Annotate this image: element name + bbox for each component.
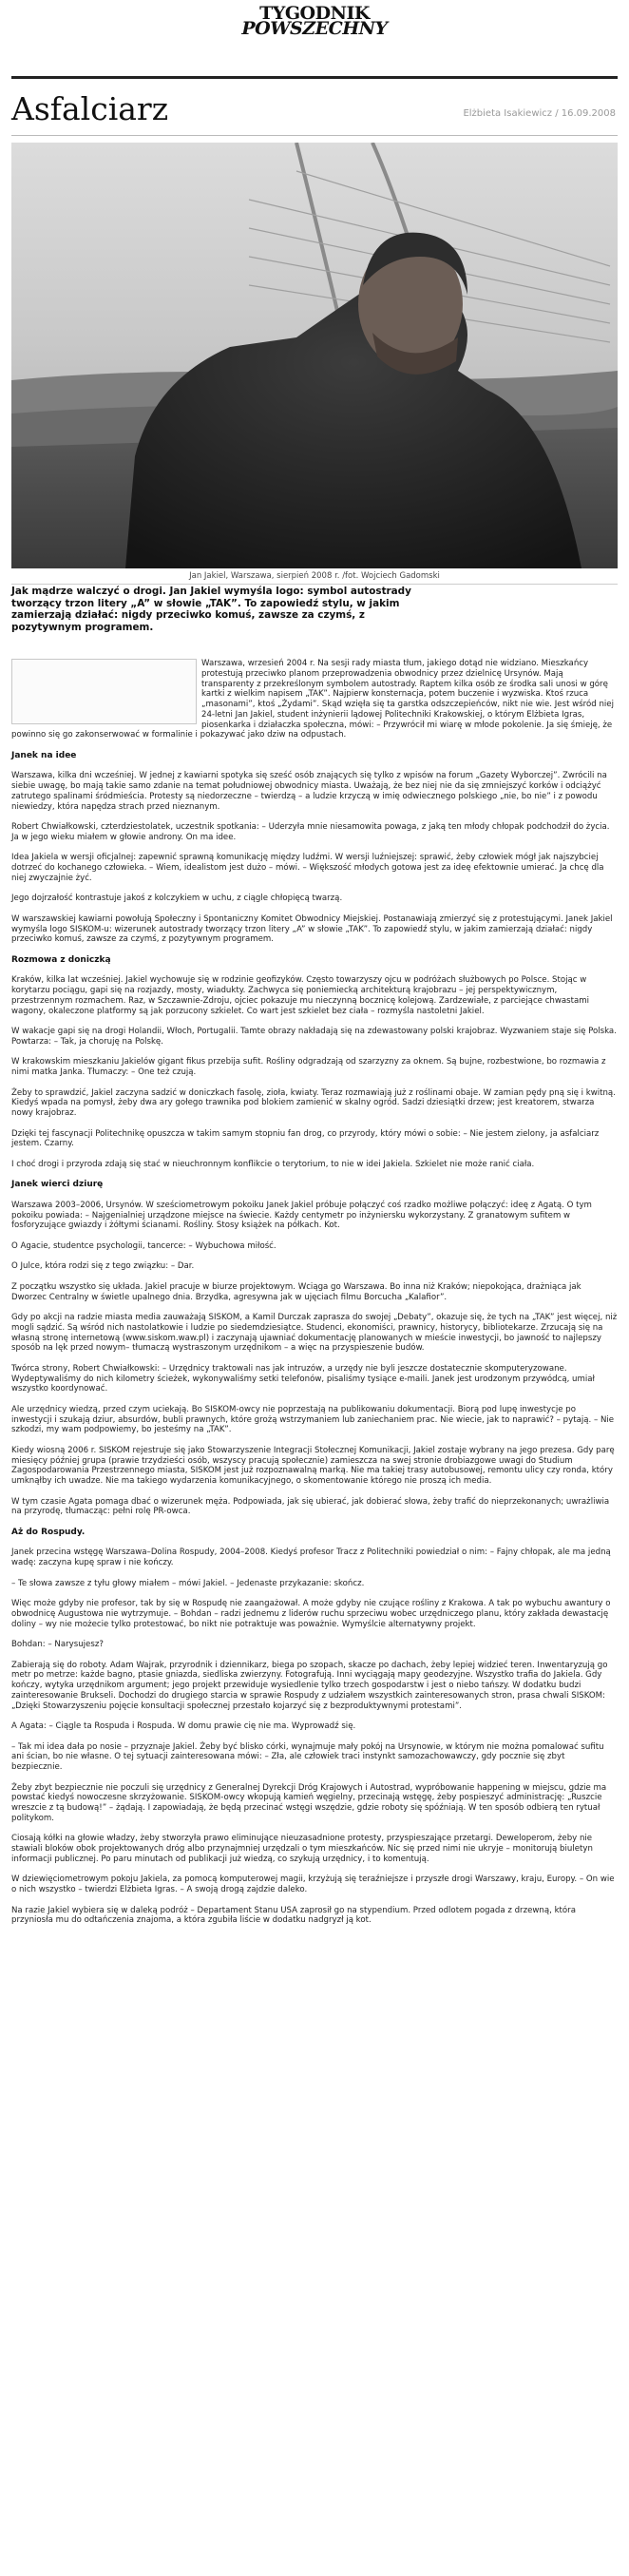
article-paragraph: Zabierają się do roboty. Adam Wajrak, przyrodnik i dziennikarz, biega po szopach, skacze po dachach, żeby lepiej widzieć teren. Inwentaryzują go metr po metrze: każde bagno, ptasie gniazda, siedliska zwierzyny. Fotografują. Inni wyciągają mapy geodezyjne. Wszystko trafia do Jakiela. Gdy kończy, wytyka urzędnikom argument; jego projekt przewiduje wysiedlenie tylko trzech gospodarstw i jest o niebo tańszy. W dodatku budzi zainteresowanie Brukseli. Dochodzi do drugiego starcia w sprawie Rospudy z udziałem wszystkich zainteresowanych stron, prasa chwali SISKOM: „Dzięki Stowarzyszeniu pojęcie konsultacji społecznej przestało kojarzyć się z bezproduktywnymi protestami”.: [11, 1660, 608, 1711]
article-paragraph: Janek przecina wstęgę Warszawa–Dolina Rospudy, 2004–2008. Kiedyś profesor Tracz z Politechniki powiedział o nim: – Fajny chłopak, ale ma jedną wadę: zaczyna kupę spraw i nie kończy.: [11, 1548, 611, 1567]
photo-caption: Jan Jakiel, Warszawa, sierpień 2008 r. /fot. Wojciech Gadomski: [189, 571, 440, 581]
article-paragraph: Kiedy wiosną 2006 r. SISKOM rejestruje się jako Stowarzyszenie Integracji Stołecznej Komunikacji, Jakiel zostaje wybrany na jego prezesa. Gdy parę miesięcy później grupa (prawie trzydzieści osób, wszyscy pracują społecznie) zamieszcza na swej stronie drobiazgowe uwagi do Studium Zagospodarowania Przestrzennego miasta, SISKOM jest już rozpoznawalną marką. Nie ma takiej trasy autobusowej, remontu ulicy czy ronda, który umknąłby ich uwadze. Nie ma takiego wydarzenia komunikacyjnego, o skomentowanie którego nie proszą ich media.: [11, 1445, 615, 1486]
article-paragraph: Warszawa 2003–2006, Ursynów. W sześciometrowym pokoiku Janek Jakiel próbuje połączyć coś rzadko możliwe połączyć: ideę z Agatą. O tym pokoiku powiada: – Najgenialniej urządzone miejsce na świecie. Każdy centymetr po inżyniersku wykorzystany. Z granatowym sufitem w fosforyzujące gwiazdy i żółtymi ścianami. Rośliny. Stosy książek na półkach. Kot.: [11, 1200, 592, 1231]
article-photo: [11, 143, 618, 568]
article-paragraph: Ale urzędnicy wiedzą, przed czym uciekają. Bo SISKOM-owcy nie poprzestają na publikowaniu dokumentacji. Biorą pod lupę inwestycje po inwestycji i szukają dziur, absurdów, bubli prawnych, które grożą wstrzymaniem lub zaniechaniem prac. Nie wiecie, jak to naprawić? – pytają. – Nie szkodzi, my wam podpowiemy, bo jesteśmy na „TAK”.: [11, 1404, 615, 1435]
article-paragraph: Z początku wszystko się układa. Jakiel pracuje w biurze projektowym. Wciąga go Warszawa. Bo inna niż Kraków; niepokojąca, drażniąca jak Dworzec Centralny w świetle upalnego dnia. Brzydka, agresywna jak w ujęciach filmu Borcucha „Kalafior”.: [11, 1281, 581, 1302]
article-paragraph: Dzięki tej fascynacji Politechnikę opuszcza w takim samym stopniu fan drog, co przyrody, który mówi o sobie: – Nie jestem zielony, ja asfalciarz jestem. Czarny.: [11, 1128, 600, 1149]
masthead: [0, 3, 629, 39]
article-paragraph: Na razie Jakiel wybiera się w daleką podróż – Departament Stanu USA zaprosił go na stypendium. Przed odlotem pogada z drzewną, która przyniosła mu do odtańczenia znajoma, a która zgubiła liście w dodatku nadgryzł ją kot.: [11, 1905, 576, 1926]
article-lead: [11, 586, 420, 633]
article-paragraph: Żeby zbyt bezpiecznie nie poczuli się urzędnicy z Generalnej Dyrekcji Dróg Krajowych i Autostrad, wypróbowanie happening w miejscu, gdzie ma powstać kiedyś nowoczesne skrzyżowanie. SISKOM-owcy wkopują kamień węgielny, przecinają wstęgę, żeby pospieszyć administrację: „Ruszcie wreszcie z tą budową!” – żądają. I zapowiadają, że będą przecinać wstęgi wszędzie, gdzie roboty się spóźniają. W ten sposób odbierą ten rytuał politykom.: [11, 1782, 607, 1823]
article-paragraph: Żeby to sprawdzić, Jakiel zaczyna sadzić w doniczkach fasolę, zioła, kwiaty. Teraz rozmawiają już z roślinami obaje. W zamian pędy pną się i kwitną. Kiedyś wpada na pomysł, żeby dwa ary gołego trawnika pod blokiem zamienić w skalny ogród. Sadzi dziesiątki drzew; jest kreatorem, stwarza nowy krajobraz.: [11, 1087, 616, 1118]
article-paragraph: Bohdan: – Narysujesz?: [11, 1640, 104, 1649]
section-heading: Aż do Rospudy.: [11, 1527, 86, 1537]
article-paragraph: Robert Chwiałkowski, czterdziestolatek, uczestnik spotkania: – Uderzyła mnie niesamowita powaga, z jaką ten młody chłopak podchodził do życia. Ja w jego wieku miałem w głowie androny. On ma idee.: [11, 822, 610, 842]
section-heading: Janek wierci dziurę: [11, 1180, 104, 1190]
article-body: [11, 659, 618, 1936]
article-paragraph: Więc może gdyby nie profesor, tak by się w Rospudę nie zaangażował. A może gdyby nie czujące rośliny z Krakowa. A tak po wybuchu awantury o obwodnicę Augustowa nie wytrzymuje. – Bohdan – radzi jednemu z liderów ruchu sprzeciwu wobec urzędniczego planu, który zakłada dewastację doliny – wy nie możecie tylko protestować, bo nikt nie potraktuje was poważnie. Wymyślcie alternatywny projekt.: [11, 1599, 611, 1629]
article-paragraph: W krakowskim mieszkaniu Jakielów gigant fikus przebija sufit. Rośliny odgradzają od szarzyzny za oknem. Są bujne, rozbestwione, bo rozmawia z nimi matka Janka. Tłumaczy: – One też czują.: [11, 1057, 606, 1077]
lead-text: Jak mądrze walczyć o drogi. Jan Jakiel wymyśla logo: symbol autostrady tworzący trzon litery „A” w słowie „TAK”. To zapowiedź stylu, w jakim zamierzają działać: nigdy przeciwko komuś, zawsze za czymś, z pozytywnym programem.: [11, 586, 411, 633]
article-title: Asfalciarz: [11, 90, 169, 127]
article-paragraph: Ciosają kółki na głowie władzy, żeby stworzyła prawo eliminujące nieuzasadnione protesty, przyspieszające przetargi. Deweloperom, żeby nie stawiali bloków obok projektowanych dróg albo przynajmniej urzędzali o tym mieszkańców. Nic się przed nimi nie ukryje – monitorują biuletyn informacji publicznej. Po paru minutach od publikacji już wiedzą, co szykują urzędnicy, i to komentują.: [11, 1834, 593, 1864]
portrait-photo-image: [11, 143, 618, 568]
article-paragraph: I choć drogi i przyroda zdają się stać w nieuchronnym konflikcie o terytorium, to nie w idei Jakiela. Szkielet nie może ranić ciała.: [11, 1159, 535, 1169]
image-float-spacer: [11, 659, 201, 727]
logo-line-1: TYGODNIK: [259, 3, 370, 24]
article-paragraph: O Julce, która rodzi się z tego związku: – Dar.: [11, 1261, 195, 1272]
section-heading: Janek na idee: [11, 750, 77, 760]
article-paragraph: Warszawa, kilka dni wcześniej. W jednej z kawiarni spotyka się sześć osób znających się tylko z wpisów na forum „Gazety Wyborczej”. Zwrócili na siebie uwagę, bo mają takie samo zdanie na temat południowej obwodnicy miasta. Uważają, że bez niej nie da się zmniejszyć korków i odciążyć zatrutego spalinami śródmieścia. Protesty są niedorzeczne – twierdzą – a ludzie krzyczą w imię odwiecznego polskiego „nie, bo nie” i z powodu niewiedzy, która napędza strach przed nieznanym.: [11, 771, 607, 812]
article-paragraph: W wakacje gapi się na drogi Holandii, Włoch, Portugalii. Tamte obrazy nakładają się na zdewastowany polski krajobraz. Wyzwaniem staje się Polska. Powtarza: – Tak, ja choruję na Polskę.: [11, 1027, 617, 1047]
article-paragraph: – Tak mi idea dała po nosie – przyznaje Jakiel. Żeby być blisko córki, wynajmuje mały pokój na Ursynowie, w którym nie można pomalować sufitu ani ścian, bo nie własne. O tej sytuacji zainteresowana mówi: – Zła, ale człowiek traci instynkt samozachowawczy, gdy pocznie się zbyt bezpiecznie.: [11, 1741, 604, 1772]
article-paragraph: Jego dojrzałość kontrastuje jakoś z kolczykiem w uchu, z ciągle chłopięcą twarzą.: [11, 894, 343, 904]
masthead-divider: [11, 76, 618, 79]
article-paragraph: Warszawa, wrzesień 2004 r. Na sesji rady miasta tłum, jakiego dotąd nie widziano. Mieszkańcy protestują przeciwko planom przeprowadzenia obwodnicy przez dzielnicę Ursynów. Mają transparenty z przekreślonym symbolem autostrady. Raptem kilka osób ze środka sali unosi w górę kartki z wielkim napisem „TAK”. Najpierw konsternacja, potem buczenie i wyzwiska. Ktoś rzuca „masonami”, ktoś „Żydami”. Skąd wzięła się ta garstka odszczepieńców, nikt nie wie. Jest wśród niej 24-letni Jan Jakiel, student inżynierii lądowej Politechniki Krakowskiej, o którym Elżbieta Igras, piosenkarka i działaczka społeczna, mówi: – Przywrócił mi wiarę w młode pokolenie. Ja się śmieję, że powinno się go zakonserwować w formalinie i pokazywać jako dziw na odpustach.: [11, 659, 614, 740]
article-paragraph: Twórca strony, Robert Chwiałkowski: – Urzędnicy traktowali nas jak intruzów, a urzędy nie byli jeszcze dostatecznie skomputeryzowane. Wydeptywaliśmy do nich kilometry ścieżek, wykonywaliśmy setki telefonów, pisaliśmy tysiące e-maili. Janek jest urodzonym przywódcą, umiał wszystko koordynować.: [11, 1363, 595, 1394]
article-paragraph: Gdy po akcji na radzie miasta media zauważają SISKOM, a Kamil Durczak zaprasza do swojej „Debaty”, okazuje się, że tych na „TAK” jest więcej, niż mogli sądzić. Są wśród nich nastolatkowie i ludzie po siedemdziesiątce. Studenci, ekonomiści, prawnicy, historycy, bibliotekarze. Zrzucają się na własną stronę internetową (www.siskom.waw.pl) i zaczynają ujawniać dokumentację planowanych w mieście inwestycji, bo jawność to najlepszy sposób na lęk przed nowym– tłumaczą wystraszonym urzędnikom – a więc na przyspieszenie budów.: [11, 1313, 618, 1354]
site-logo[interactable]: [241, 3, 388, 39]
article-paragraph: Kraków, kilka lat wcześniej. Jakiel wychowuje się w rodzinie geofizyków. Często towarzyszy ojcu w podróżach służbowych po Polsce. Stojąc w korytarzu pociągu, gapi się na rozjazdy, mosty, wiadukty. Zachwyca się poniemiecką architekturą krajobrazu – jej perspektywicznym, przestrzennym rozmachem. Raz, w Szczawnie-Zdroju, ojciec pokazuje mu nieczynną bocznicę kolejową. Zardzewiałe, z parciejące chwastami wagony, okaleczone platformy są jak porzucony szkielet. Co wart jest szkielet bez ciała – rozmyśla nastoletni Jakiel.: [11, 975, 590, 1016]
article-paragraph: Idea Jakiela w wersji oficjalnej: zapewnić sprawną komunikację między ludźmi. W wersji luźniejszej: sprawić, żeby człowiek mógł jak najszybciej dotrzeć do kochanego człowieka. – Wiem, idealistom jest dużo – mówi. – Większość młodych gotowa jest za ideę efektownie umierać. Ja chcę dla niej zwyczajnie żyć.: [11, 853, 604, 883]
caption-divider: [11, 584, 618, 585]
article-byline-date: Elżbieta Isakiewicz / 16.09.2008: [463, 108, 616, 119]
article-paragraph: W dziewięciometrowym pokoju Jakiela, za pomocą komputerowej magii, krzyżują się teraźniejsze i przyszłe drogi Warszawy, kraju, Europy. – On wie o nich wszystko – twierdzi Elżbieta Igras. – A swoją drogą zajdzie daleko.: [11, 1874, 615, 1894]
article-paragraph: A Agata: – Ciągle ta Rospuda i Rospuda. W domu prawie cię nie ma. Wyprowadź się.: [11, 1721, 356, 1731]
logo-line-2: POWSZECHNY: [241, 18, 388, 39]
section-heading: Rozmowa z doniczką: [11, 954, 111, 965]
article-paragraph: W tym czasie Agata pomaga dbać o wizerunek męża. Podpowiada, jak się ubierać, jak dobierać słowa, żeby trafić do nieprzekonanych; uwrażliwia na przyrodę, tłumacząc: pełni rolę PR-owca.: [11, 1496, 610, 1517]
article-paragraph: O Agacie, studentce psychologii, tancerce: – Wybuchowa miłość.: [11, 1240, 276, 1251]
title-divider: [11, 135, 618, 136]
article-paragraph: – Te słowa zawsze z tyłu głowy miałem – mówi Jakiel. – Jedenaste przykazanie: skończ.: [11, 1578, 365, 1588]
article-paragraph: W warszawskiej kawiarni powołują Społeczny i Spontaniczny Komitet Obwodnicy Miejskiej. Postanawiają zmierzyć się z protestującymi. Janek Jakiel wymyśla logo SISKOM-u: wizerunek autostrady tworzący trzon litery „A” w słowie „TAK”. To zapowiedź stylu, w jakim zamierzają działać: nigdy przeciwko komuś, zawsze za czymś, z pozytywnym programem.: [11, 913, 613, 945]
